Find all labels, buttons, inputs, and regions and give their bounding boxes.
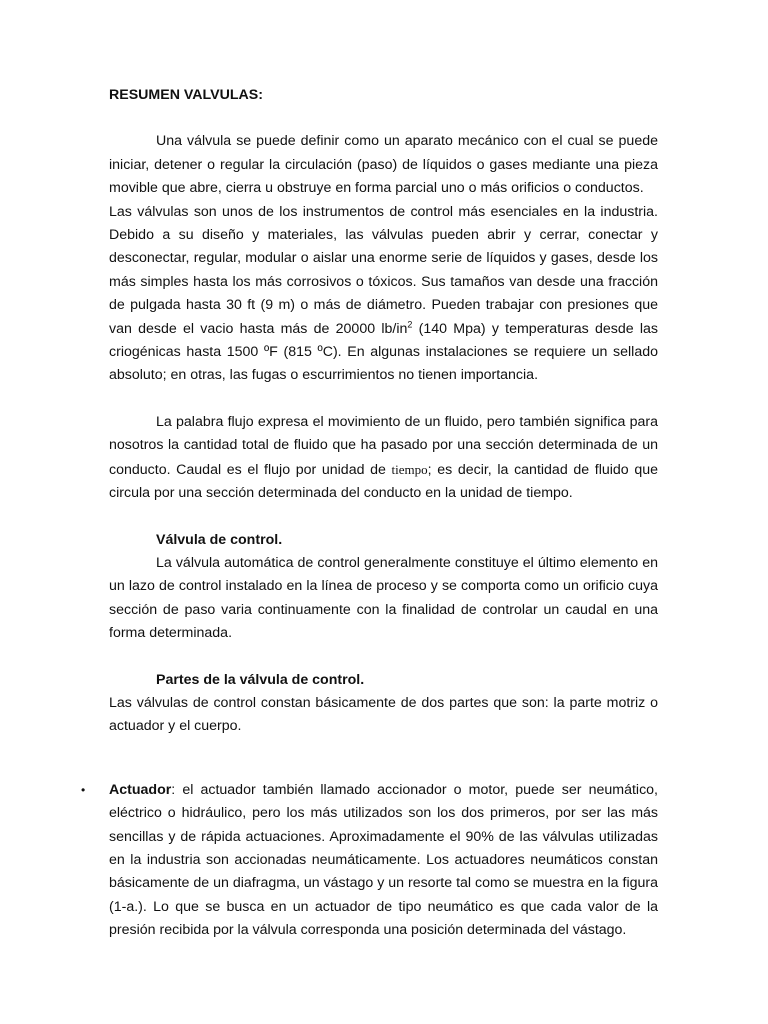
paragraph-flow-part1: La palabra flujo expresa el movimiento de un fluido, pero también significa para nosotros la cantidad total de fluido que ha pasado por una sección determinada de un conducto. Caudal es el flujo por unidad de bbox=[109, 413, 658, 478]
word-tiempo: tiempo bbox=[391, 461, 428, 477]
list-item-actuator bbox=[81, 779, 658, 943]
document-title: RESUMEN VALVULAS: bbox=[109, 87, 263, 103]
paragraph-valve-importance-part2: (140 Mpa) y temperaturas desde las criogénicas hasta 1500 ºF (815 ºC). En algunas instalaciones se requiere un sellado absoluto; en otras, las fugas o escurrimientos no tienen importancia. bbox=[109, 320, 659, 384]
spacer bbox=[109, 388, 658, 411]
bullet-icon: • bbox=[81, 782, 86, 797]
spacer bbox=[109, 739, 658, 779]
paragraph-valve-importance-part1: Las válvulas son unos de los instrumentos de control más esenciales en la industria. Debido a su diseño y materiales, las válvulas pueden abrir y cerrar, conectar y desconectar, regular, modular o aislar una enorme serie de líquidos y gases, desde los más simples hasta los más corrosivos o tóxicos. Sus tamaños van desde una fracción de pulgada hasta 30 ft (9 m) o más de diámetro. Pueden trabajar con presiones que van desde el vacio hasta más de 20000 lb/in bbox=[109, 203, 658, 337]
actuator-description: : el actuador también llamado accionador o motor, puede ser neumático, eléctrico o hidráulico, pero los más utilizados son los dos primeros, por ser las más sencillas y de rápida actuaciones. Aproximadamente el 90% de las válvulas utilizadas en la industria son accionadas neumáticamente. Los actuadores neumáticos constan básicamente de un diafragma, un vástago y un resorte tal como se muestra en la figura (1-a.). Lo que se busca en un actuador de tipo neumático es que cada valor de la presión recibida por la válvula corresponda una posición determinada del vástago. bbox=[109, 781, 658, 939]
paragraph-flow-part2: ; es decir, la cantidad de fluido que circula por una sección determinada del conducto en la unidad de tiempo. bbox=[109, 461, 658, 502]
paragraph-valve-importance bbox=[109, 201, 658, 388]
term-actuator: Actuador bbox=[109, 781, 172, 798]
spacer bbox=[109, 646, 658, 669]
section-heading-control-valve: Válvula de control. bbox=[156, 531, 283, 548]
paragraph-valve-definition: Una válvula se puede definir como un aparato mecánico con el cual se puede iniciar, detener o regular la circulación (paso) de líquidos o gases mediante una pieza movible que abre, cierra u obstruye en forma parcial uno o más orificios o conductos. bbox=[109, 133, 658, 197]
paragraph-control-valve: La válvula automática de control generalmente constituye el último elemento en un lazo de control instalado en la línea de proceso y se comporta como un orificio cuya sección de paso varia continuamente con la finalidad de controlar un caudal en una forma determinada. bbox=[109, 554, 658, 642]
document-content bbox=[81, 84, 659, 943]
paragraph-flow-definition bbox=[109, 411, 658, 506]
paragraph-valve-parts: Las válvulas de control constan básicamente de dos partes que son: la parte motriz o actuador y el cuerpo. bbox=[109, 694, 658, 735]
paragraph-actuator bbox=[109, 779, 658, 943]
superscript-two: 2 bbox=[407, 318, 413, 329]
section-heading-valve-parts: Partes de la válvula de control. bbox=[156, 671, 365, 688]
spacer bbox=[109, 506, 658, 529]
